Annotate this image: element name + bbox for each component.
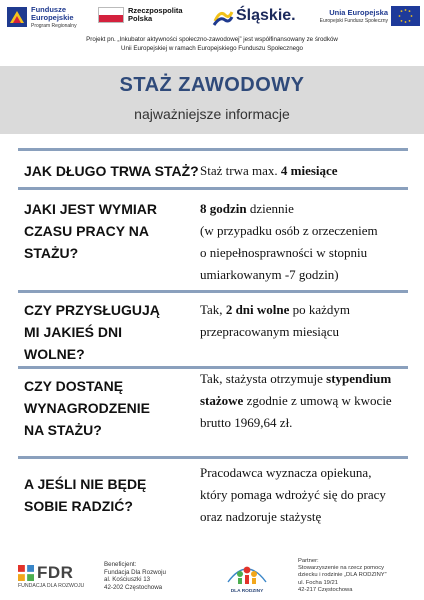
answer-line <box>200 160 420 182</box>
answer-highlight: stypendium <box>326 371 392 386</box>
answer-line <box>200 462 420 484</box>
footer <box>0 556 424 600</box>
divider <box>18 148 408 151</box>
answer-text: Tak, stażysta otrzymuje <box>200 371 327 386</box>
project-note-line2: Unii Europejskiej w ramach Europejskiego Funduszu Społecznego <box>121 45 303 52</box>
dla-rodziny-text: DLA RODZINY <box>230 589 264 594</box>
answer-text: który pomaga wdrożyć się do pracy <box>200 487 386 502</box>
answer-text: (w przypadku osób z orzeczeniem <box>200 223 378 238</box>
project-note-line1: Projekt pn. „Inkubator aktywności społeczno-zawodowej” jest współfinansowany ze środków <box>86 36 338 43</box>
slaskie-text: Śląskie. <box>236 7 296 24</box>
answer-text: Staż trwa max. <box>200 163 281 178</box>
partner-info: Partner: Stowarzyszenie na rzecz pomocy dziecku i rodzinie „DLA RODZINY” ul. Focha 19/21 42-217 Częstochowa <box>298 558 387 593</box>
slaskie-emblem-icon <box>212 6 234 28</box>
beneficiary-info: Beneficjent: Fundacja Dla Rozwoju al. Kościuszki 13 42-202 Częstochowa <box>104 561 166 591</box>
answer-highlight: 2 dni wolne <box>225 302 290 317</box>
answer-line <box>200 198 420 220</box>
divider <box>18 187 408 190</box>
answer-line <box>200 321 420 343</box>
fundusze-europejskie-icon <box>6 6 28 28</box>
answer-highlight: 4 miesiące <box>280 163 338 178</box>
project-funding-note <box>10 35 414 53</box>
ue-line2: Europejski Fundusz Społeczny <box>319 18 388 24</box>
answer-duration <box>200 160 420 182</box>
header-band <box>0 66 424 134</box>
answer-text: oraz nadzoruje stażystę <box>200 509 322 524</box>
divider <box>18 290 408 293</box>
eu-flag-icon <box>391 6 420 26</box>
answer-text: o niepełnosprawności w stopniu <box>200 245 368 260</box>
answer-text: Pracodawca wyznacza opiekuna, <box>200 465 372 480</box>
page-subtitle: najważniejsze informacje <box>134 106 290 122</box>
answer-line <box>200 264 420 286</box>
question-working-hours: JAKI JEST WYMIAR CZASU PRACY NA STAŻU? <box>24 201 158 261</box>
answer-text: zgodnie z umową w kwocie <box>243 393 392 408</box>
answer-text: po każdym <box>289 302 351 317</box>
dla-rodziny-logo <box>222 558 272 598</box>
unia-europejska-logo <box>314 4 420 30</box>
fundusze-europejskie-logo <box>6 4 98 30</box>
rzeczpospolita-logo <box>98 4 198 30</box>
question-salary: CZY DOSTANĘ WYNAGRODZENIE NA STAŻU? <box>24 378 150 438</box>
fe-line3: Program Regionalny <box>31 23 77 29</box>
fe-line2: Europejskie <box>31 13 74 22</box>
question-duration: JAK DŁUGO TRWA STAŻ? <box>24 163 199 179</box>
answer-line <box>200 506 420 528</box>
fdr-tagline: FUNDACJA DLA ROZWOJU <box>18 583 85 589</box>
answer-salary <box>200 368 420 434</box>
answer-highlight: 8 godzin <box>200 201 247 216</box>
dla-rodziny-emblem-icon <box>222 558 272 588</box>
answer-line <box>200 484 420 506</box>
answer-text: dziennie <box>246 201 294 216</box>
rp-line2: Polska <box>128 14 153 23</box>
polish-flag-icon <box>98 7 124 23</box>
page-title: STAŻ ZAWODOWY <box>119 74 305 96</box>
logo-strip <box>0 0 424 34</box>
fdr-logo-text: FDR <box>37 563 74 582</box>
answer-text: umiarkowanym -7 godzin) <box>200 267 339 282</box>
divider <box>18 456 408 459</box>
slaskie-logo <box>212 4 308 30</box>
answer-text: Tak, <box>200 302 226 317</box>
question-support: A JEŚLI NIE BĘDĘ SOBIE RADZIĆ? <box>24 476 147 514</box>
answer-text: przepracowanym miesiącu <box>200 324 339 339</box>
fe-line1: Fundusze <box>31 5 66 14</box>
answer-line <box>200 299 420 321</box>
ue-line1: Unia Europejska <box>329 8 388 17</box>
answer-days-off <box>200 299 420 343</box>
fdr-emblem-icon <box>18 565 34 581</box>
answer-line <box>200 368 420 390</box>
answer-support <box>200 462 420 528</box>
answer-line <box>200 220 420 242</box>
question-days-off: CZY PRZYSŁUGUJĄ MI JAKIEŚ DNI WOLNE? <box>24 302 160 362</box>
answer-line <box>200 390 420 412</box>
answer-line <box>200 242 420 264</box>
answer-text: brutto 1969,64 zł. <box>200 415 293 430</box>
answer-line <box>200 412 420 434</box>
answer-working-hours <box>200 198 420 286</box>
answer-highlight: stażowe <box>200 393 244 408</box>
rp-line1: Rzeczpospolita <box>128 6 183 15</box>
fdr-logo <box>18 563 90 593</box>
